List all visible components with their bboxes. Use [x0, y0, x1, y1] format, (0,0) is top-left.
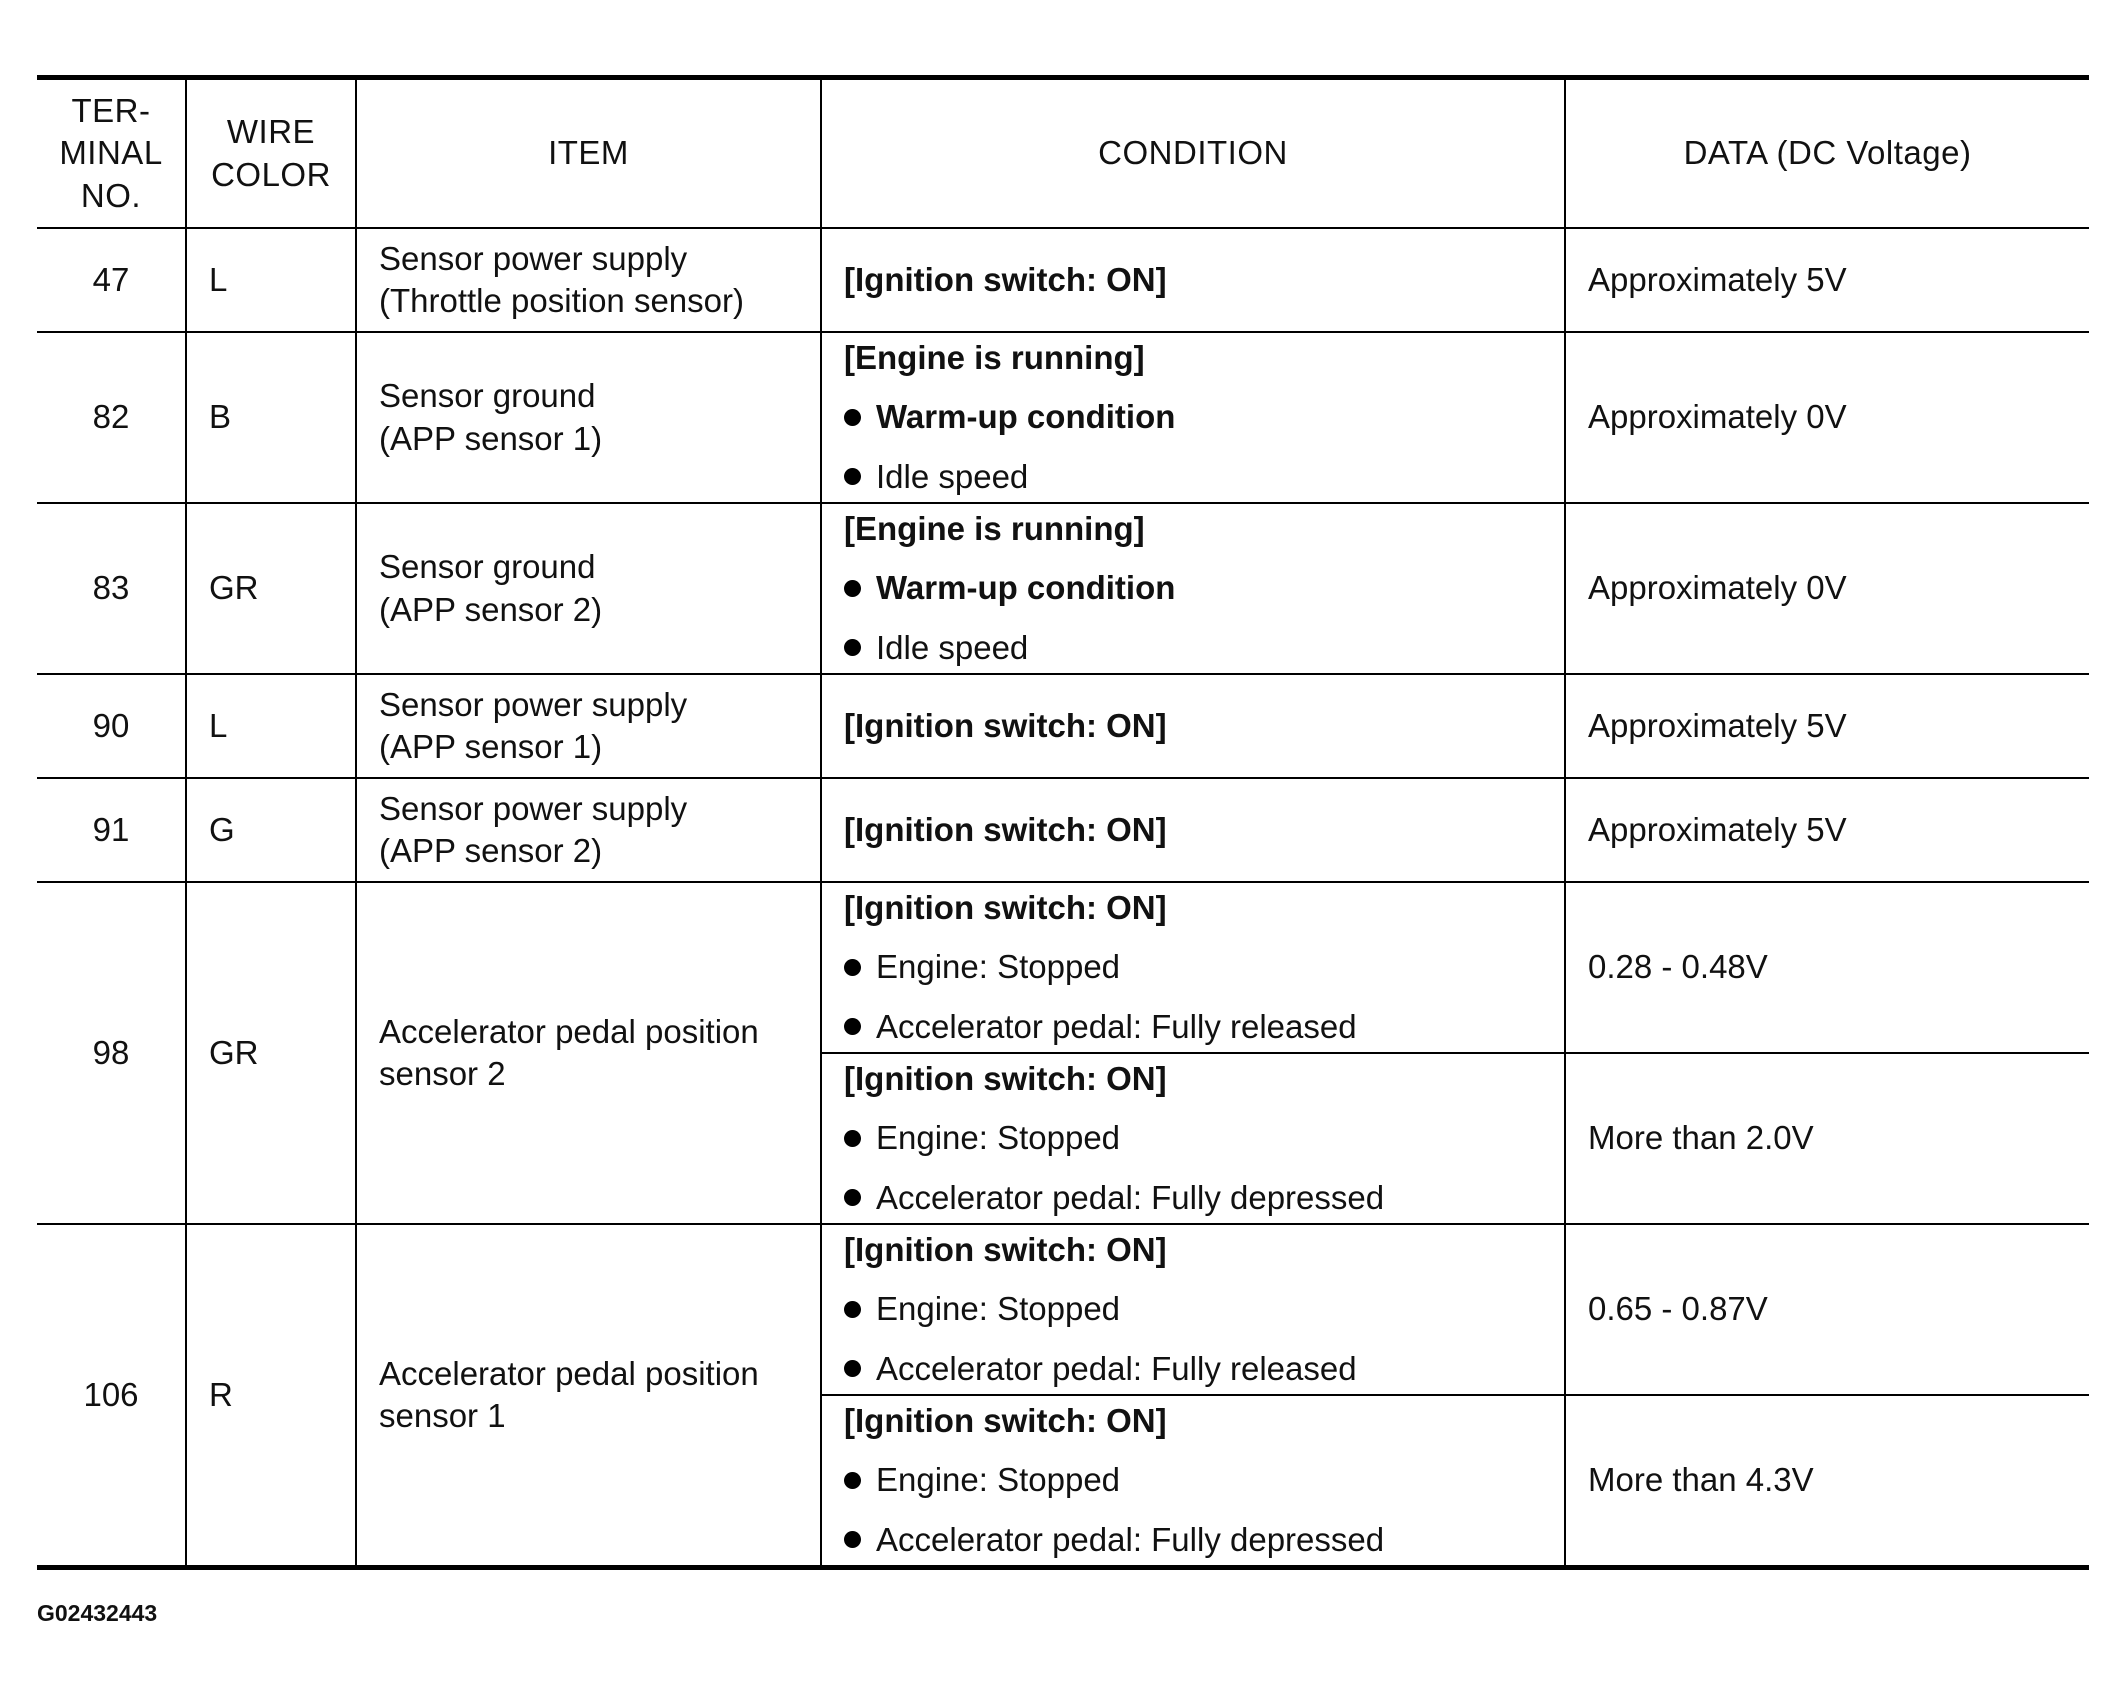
condition-title: [Ignition switch: ON]	[844, 706, 1167, 744]
header-condition: CONDITION	[821, 78, 1565, 229]
table-row	[37, 1224, 2089, 1395]
data-voltage-cell: Approximately 0V	[1565, 503, 2089, 674]
data-voltage-cell: Approximately 5V	[1565, 228, 2089, 332]
data-voltage-cell: Approximately 5V	[1565, 674, 2089, 778]
bullet-dot-icon	[844, 1301, 861, 1318]
table-header	[37, 78, 2089, 229]
condition-title: [Engine is running]	[844, 510, 1145, 548]
condition-cell	[821, 674, 1565, 778]
item-line: (APP sensor 2)	[379, 590, 603, 628]
header-wire-line-1: WIRE	[226, 113, 316, 151]
condition-title: [Ignition switch: ON]	[844, 1060, 1167, 1098]
condition-cell	[821, 503, 1565, 674]
item-line: Sensor ground	[379, 377, 596, 415]
terminal-no-cell: 83	[37, 503, 186, 674]
terminal-no-cell: 47	[37, 228, 186, 332]
item-cell	[356, 503, 821, 674]
condition-bullet-text: Accelerator pedal: Fully released	[876, 1349, 1357, 1387]
item-cell	[356, 778, 821, 882]
condition-bullet-text: Warm-up condition	[876, 569, 1176, 607]
terminal-no-cell: 90	[37, 674, 186, 778]
bullet-dot-icon	[844, 1360, 861, 1377]
item-line: Accelerator pedal position	[379, 1012, 759, 1050]
bullet-dot-icon	[844, 959, 861, 976]
condition-bullet	[844, 1348, 1542, 1390]
item-line: Sensor ground	[379, 548, 596, 586]
item-line: Accelerator pedal position	[379, 1354, 759, 1392]
condition-cell	[821, 778, 1565, 882]
wire-color-cell: B	[186, 332, 356, 503]
item-line: Sensor power supply	[379, 239, 688, 277]
wire-color-cell: L	[186, 228, 356, 332]
terminal-data-table	[37, 75, 2089, 1570]
condition-bullet-text: Idle speed	[876, 457, 1029, 495]
figure-id: G02432443	[37, 1600, 158, 1626]
header-wire-line-2: COLOR	[211, 155, 331, 193]
header-item: ITEM	[356, 78, 821, 229]
item-line: sensor 2	[379, 1055, 506, 1092]
condition-bullet-text: Accelerator pedal: Fully depressed	[876, 1520, 1385, 1558]
header-terminal-line-1: TER-	[71, 92, 151, 130]
condition-cell	[821, 228, 1565, 332]
header-wire-color	[186, 78, 356, 229]
wire-color-cell: R	[186, 1224, 356, 1568]
table-row	[37, 882, 2089, 1053]
bullet-dot-icon	[844, 468, 861, 485]
bullet-dot-icon	[844, 1130, 861, 1147]
condition-bullet	[844, 1117, 1542, 1159]
condition-cell	[821, 882, 1565, 1053]
condition-title: [Ignition switch: ON]	[844, 260, 1167, 298]
wire-color-cell: L	[186, 674, 356, 778]
bullet-dot-icon	[844, 1189, 861, 1206]
condition-bullet-text: Accelerator pedal: Fully depressed	[876, 1178, 1385, 1216]
condition-bullet	[844, 946, 1542, 988]
condition-bullet	[844, 567, 1542, 609]
data-voltage-cell: 0.65 - 0.87V	[1565, 1224, 2089, 1395]
condition-bullet-text: Engine: Stopped	[876, 948, 1121, 986]
data-voltage-cell: 0.28 - 0.48V	[1565, 882, 2089, 1053]
table-row	[37, 674, 2089, 778]
table-row	[37, 503, 2089, 674]
condition-bullet	[844, 1177, 1542, 1219]
condition-bullet-text: Engine: Stopped	[876, 1290, 1121, 1328]
table-row	[37, 332, 2089, 503]
condition-bullet	[844, 396, 1542, 438]
condition-cell	[821, 1224, 1565, 1395]
header-terminal-line-3: NO.	[80, 176, 142, 214]
table-row	[37, 228, 2089, 332]
item-line: (Throttle position sensor)	[379, 282, 744, 319]
condition-cell	[821, 1395, 1565, 1568]
item-line: (APP sensor 1)	[379, 419, 603, 457]
condition-bullet	[844, 1006, 1542, 1048]
condition-title: [Ignition switch: ON]	[844, 1231, 1167, 1269]
bullet-dot-icon	[844, 1472, 861, 1489]
condition-bullet	[844, 1288, 1542, 1330]
data-voltage-cell: More than 4.3V	[1565, 1395, 2089, 1568]
item-cell	[356, 674, 821, 778]
table-body	[37, 228, 2089, 1568]
condition-bullet	[844, 627, 1542, 669]
condition-bullet-text: Warm-up condition	[876, 398, 1176, 436]
condition-title: [Ignition switch: ON]	[844, 889, 1167, 927]
condition-cell	[821, 332, 1565, 503]
item-line: (APP sensor 2)	[379, 832, 603, 869]
header-row	[37, 78, 2089, 229]
bullet-dot-icon	[844, 1531, 861, 1548]
item-cell	[356, 332, 821, 503]
condition-cell	[821, 1053, 1565, 1224]
condition-title: [Ignition switch: ON]	[844, 1402, 1167, 1440]
condition-title: [Engine is running]	[844, 339, 1145, 377]
terminal-no-cell: 106	[37, 1224, 186, 1568]
bullet-dot-icon	[844, 409, 861, 426]
wire-color-cell: G	[186, 778, 356, 882]
item-cell	[356, 1224, 821, 1568]
condition-bullet	[844, 1459, 1542, 1501]
condition-bullet-text: Accelerator pedal: Fully released	[876, 1007, 1357, 1045]
bullet-dot-icon	[844, 1018, 861, 1035]
condition-bullet-text: Engine: Stopped	[876, 1461, 1121, 1499]
wire-color-cell: GR	[186, 503, 356, 674]
item-line: (APP sensor 1)	[379, 728, 603, 765]
terminal-no-cell: 98	[37, 882, 186, 1224]
item-line: Sensor power supply	[379, 789, 688, 827]
bullet-dot-icon	[844, 639, 861, 656]
condition-bullet	[844, 1519, 1542, 1561]
terminal-no-cell: 91	[37, 778, 186, 882]
table-row	[37, 778, 2089, 882]
condition-title: [Ignition switch: ON]	[844, 810, 1167, 848]
condition-bullet-text: Idle speed	[876, 628, 1029, 666]
item-line: Sensor power supply	[379, 685, 688, 723]
condition-bullet	[844, 456, 1542, 498]
data-voltage-cell: More than 2.0V	[1565, 1053, 2089, 1224]
item-cell	[356, 228, 821, 332]
header-data: DATA (DC Voltage)	[1565, 78, 2089, 229]
bullet-dot-icon	[844, 580, 861, 597]
data-voltage-cell: Approximately 0V	[1565, 332, 2089, 503]
data-voltage-cell: Approximately 5V	[1565, 778, 2089, 882]
wire-color-cell: GR	[186, 882, 356, 1224]
header-terminal-line-2: MINAL	[59, 134, 163, 172]
condition-bullet-text: Engine: Stopped	[876, 1119, 1121, 1157]
header-terminal-no	[37, 78, 186, 229]
item-cell	[356, 882, 821, 1224]
terminal-no-cell: 82	[37, 332, 186, 503]
item-line: sensor 1	[379, 1397, 506, 1434]
